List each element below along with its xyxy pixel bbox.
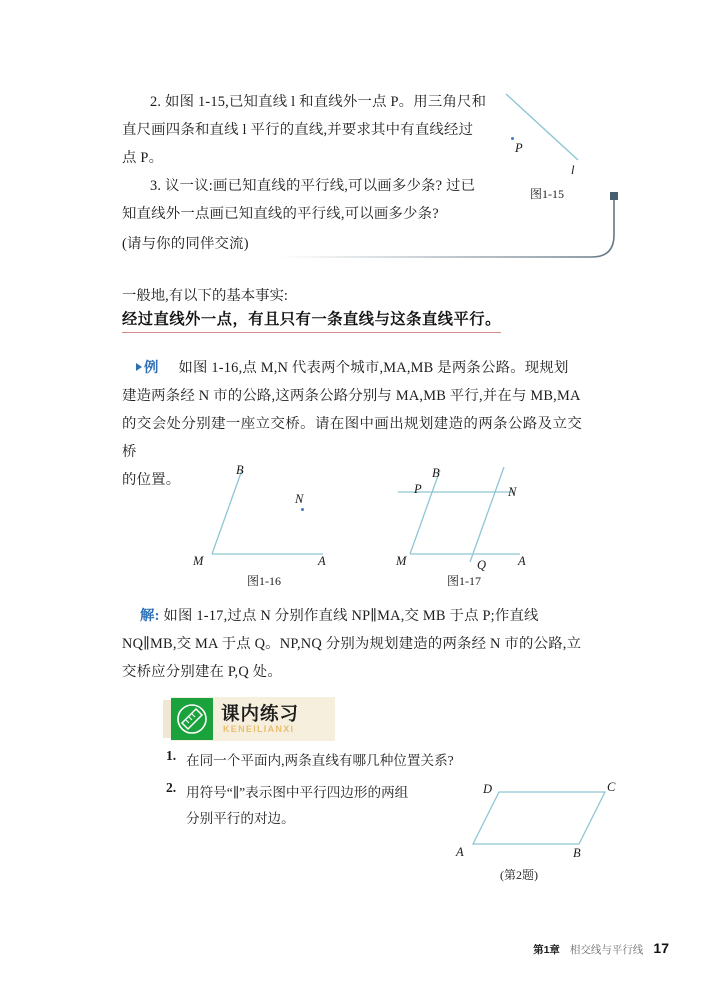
figure-1-16-label-N: N — [295, 492, 304, 506]
solution-line2: NQ∥MB,交 MA 于点 Q。NP,NQ 分别为规划建造的两条经 N 市的公路,立 — [122, 636, 582, 652]
solution-line3: 交桥应分别建在 P,Q 处。 — [122, 664, 282, 680]
example-line4: 的位置。 — [122, 472, 181, 488]
triangle-bullet-icon — [136, 363, 142, 371]
figure-1-17-caption: 图1-17 — [447, 574, 481, 588]
question-2-line3: 点 P。 — [122, 150, 164, 166]
figure-1-16-label-B: B — [236, 463, 244, 477]
practice-section-header — [163, 697, 335, 741]
question-2 — [122, 88, 497, 172]
figure-1-16-caption: 图1-16 — [247, 574, 281, 588]
figure-1-15-caption: 图1-15 — [530, 187, 564, 201]
figure-1-15-label-l: l — [571, 163, 575, 177]
figure-1-17-label-N: N — [508, 485, 517, 499]
question-2-line1: 如图 1-15,已知直线 l 和直线外一点 P。用三角尺和 — [165, 94, 487, 110]
question-3-number: 3. — [150, 178, 162, 194]
fact-statement: 经过直线外一点，有且只有一条直线与这条直线平行。 — [122, 308, 501, 333]
figure-q2-label-A: A — [456, 845, 464, 859]
solution-line1: 如图 1-17,过点 N 分别作直线 NP∥MA,交 MB 于点 P;作直线 — [163, 608, 539, 624]
question-3-note-text: (请与你的同伴交流) — [122, 236, 249, 252]
example-line2: 建造两条经 N 市的公路,这两条公路分别与 MA,MB 平行,并在与 MB,MA — [122, 388, 581, 404]
solution-block — [122, 602, 582, 686]
figure-1-17-label-M: M — [396, 554, 407, 568]
question-3-line1: 议一议:画已知直线的平行线,可以画多少条? 过已 — [165, 178, 476, 194]
figure-1-16-label-M: M — [193, 554, 204, 568]
question-2-number: 2. — [150, 94, 162, 110]
triangle-ruler-icon — [175, 702, 209, 736]
exercise-2-line1: 用符号“∥”表示图中平行四边形的两组 — [186, 785, 409, 800]
figure-1-16 — [190, 460, 340, 565]
figure-exercise-2-caption: (第2题) — [500, 868, 538, 882]
figure-1-15-label-P: P — [515, 141, 523, 155]
page-footer — [533, 940, 669, 957]
footer-page-number: 17 — [653, 940, 669, 956]
figure-1-15-point-P-dot — [511, 137, 514, 140]
question-3-note — [122, 230, 497, 258]
example-marker: 例 — [136, 360, 159, 376]
example-line1: 如图 1-16,点 M,N 代表两个城市,MA,MB 是两条公路。现规划 — [178, 360, 569, 376]
exercise-1-number: 1. — [166, 748, 177, 763]
figure-q2-label-D: D — [483, 782, 493, 796]
question-3-line2: 知直线外一点画已知直线的平行线,可以画多少条? — [122, 206, 439, 222]
figure-1-17-label-P: P — [414, 482, 422, 496]
practice-icon-badge — [171, 698, 213, 740]
figure-1-17-label-B: B — [432, 466, 440, 480]
figure-exercise-2-parallelogram — [455, 782, 620, 862]
figure-1-15 — [495, 88, 605, 178]
figure-q2-label-B: B — [573, 846, 581, 860]
exercise-2-number: 2. — [166, 780, 177, 795]
exercise-2-line2: 分别平行的对边。 — [186, 811, 295, 826]
exercise-1 — [186, 748, 526, 774]
footer-chapter: 第1章 — [533, 944, 560, 956]
exercise-1-line1: 在同一个平面内,两条直线有哪几种位置关系? — [186, 753, 454, 768]
figure-1-17-label-Q: Q — [477, 558, 487, 572]
figure-1-17-label-A: A — [518, 554, 526, 568]
practice-title-pinyin: KENEILIANXI — [223, 724, 295, 734]
fact-lead: 一般地,有以下的基本事实: — [122, 288, 288, 304]
question-2-line2: 直尺画四条和直线 l 平行的直线,并要求其中有直线经过 — [122, 122, 474, 138]
example-line3: 的交会处分别建一座立交桥。请在图中画出规划建造的两条公路及立交桥 — [122, 416, 582, 460]
figure-1-16-point-N-dot — [301, 508, 304, 511]
solution-marker: 解: — [140, 608, 160, 624]
question-3 — [122, 172, 497, 228]
footer-chapter-name: 相交线与平行线 — [569, 944, 644, 956]
practice-title: 课内练习 — [221, 703, 300, 724]
exercise-2 — [186, 780, 436, 832]
figure-q2-label-C: C — [607, 780, 616, 794]
figure-1-16-label-A: A — [318, 554, 326, 568]
